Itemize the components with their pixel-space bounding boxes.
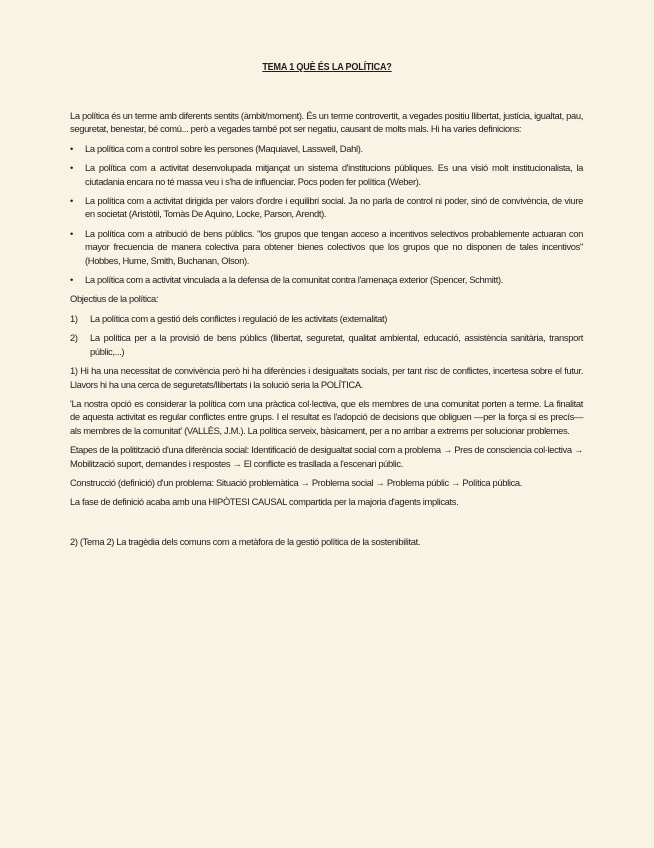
- list-item-number: 2): [70, 332, 78, 344]
- list-item-number: 1): [70, 312, 78, 324]
- list-item-text: La política per a la provisió de bens públics (llibertat, seguretat, qualitat ambiental, educació, assistència sanitària, transport públic,...): [90, 332, 583, 357]
- definitions-list: [70, 142, 583, 287]
- hypothesis-paragraph: La fase de definició acaba amb una HIPÒTESI CAUSAL compartida per la majoria d'agents implicats.: [70, 496, 459, 508]
- document-body: [70, 109, 583, 554]
- list-item: [70, 331, 583, 358]
- stages-paragraph: Etapes de la politització d'una diferència social: Identificació de desigualtat social com a problema → Pres de consciencia col·lectiva → Mobilització suport, demandes i respostes → El conflicte es trasllada a l'escenari públic.: [70, 444, 583, 469]
- objectives-heading: Objectius de la política:: [70, 293, 159, 305]
- construction-paragraph: Construcció (definició) d'un problema: Situació problemàtica → Problema social → Problema públic → Política pública.: [70, 476, 523, 488]
- list-item: • La política com a atribució de bens públics. "los grupos que tengan acceso a incentivos selectivos probablemente actuaran con mayor frecuencia de manera colectiva para obtener bienes colectivos que los grupos que no disponen de tales incentivos" (Hobbes, Hume, Smith, Buchanan, Olson).: [70, 227, 583, 267]
- page-title: TEMA 1 QUÈ ÉS LA POLÍTICA?: [262, 61, 392, 73]
- list-item: [70, 312, 583, 325]
- intro-paragraph: La política és un terme amb diferents sentits (àmbit/moment). És un terme controvertit, a vegades positiu llibertat, justícia, igualtat, pau, seguretat, benestar, bé comú... però a vegades també pot ser negatiu, causant de molts mals. Hi ha varies definicions:: [70, 110, 583, 135]
- list-item-text: La política com a gestió dels conflictes i regulació de les activitats (externalitat): [90, 312, 387, 324]
- list-item: • La política com a control sobre les persones (Maquiavel, Lasswell, Dahl).: [70, 142, 583, 155]
- quote-paragraph: 'La nostra opció es considerar la política com una pràctica col·lectiva, que els membres de una comunitat porten a terme. La finalitat de aquesta activitat es regular conflictes entre grups. I el resultat es l'adopció de decisions que obliguen —per la força si es precís— als membres de la comunitat' (VALLÈS, J.M.). La política serveix, bàsicament, per a no arribar a extrems per solucionar problemes.: [70, 397, 583, 436]
- spacer: [70, 515, 583, 535]
- list-item: • La política com a activitat dirigida per valors d'ordre i equilibri social. Ja no parla de control ni poder, sinó de convivència, de viure en societat (Aristòtil, Tomàs De Aquino, Locke, Parson, Arendt).: [70, 194, 583, 221]
- next-topic-heading: 2) (Tema 2) La tragèdia dels comuns com a metàfora de la gestió política de la sostenibilitat.: [70, 535, 421, 547]
- list-item: • La política com a activitat desenvolupada mitjançat un sistema d'institucions públiques. Es una visió molt institucionalista, la ciutadania encara no té massa veu i s'ha de influenciar. Pocs poden fer política (Weber).: [70, 161, 583, 188]
- list-item: • La política com a activitat vinculada a la defensa de la comunitat contra l'amenaça exterior (Spencer, Schmitt).: [70, 273, 583, 286]
- conflict-paragraph: 1) Hi ha una necessitat de convivència però hi ha diferències i desigualtats socials, per tant risc de conflictes, incertesa sobre el futur. Llavors hi ha una cerca de seguretats/llibertats i la solució seria la POLÍTICA.: [70, 365, 583, 390]
- objectives-list: [70, 312, 583, 358]
